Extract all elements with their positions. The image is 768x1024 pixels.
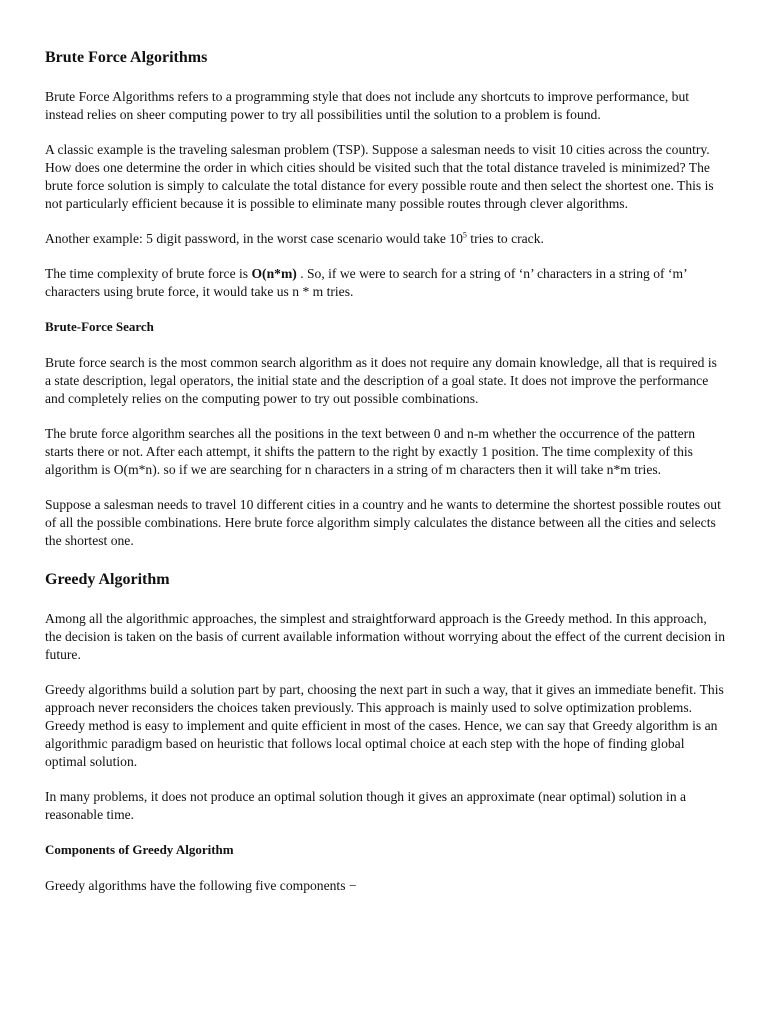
paragraph-search-positions: The brute force algorithm searches all the positions in the text between 0 and n-m whether the occurrence of the pattern starts there or not. After each attempt, it shifts the pattern to the right by exactly 1 position. The time complexity of this algorithm is O(m*n). so if we are searching for n characters in a string of m characters then it will take n*m tries. [45, 426, 695, 477]
paragraph-tsp-example: A classic example is the traveling salesman problem (TSP). Suppose a salesman needs to visit 10 cities across the country. How does one determine the order in which cities should be visited such that the total distance traveled is minimized? The brute force solution is simply to calculate the total distance for every possible route and then select the shortest one. This is not particularly efficient because it is possible to eliminate many possible routes through clever algorithms. [45, 142, 714, 211]
exponent: 5 [462, 230, 467, 240]
paragraph-greedy-build: Greedy algorithms build a solution part by part, choosing the next part in such a way, that it gives an immediate benefit. This approach never reconsiders the choices taken previously. This approach is mainly used to solve optimization problems. Greedy method is easy to implement and quite efficient in most of the cases. Hence, we can say that Greedy algorithm is an algorithmic paradigm based on heuristic that follows local optimal choice at each step with the hope of finding global optimal solution. [45, 682, 724, 769]
heading-brute-force-algorithms: Brute Force Algorithms [45, 49, 208, 66]
paragraph-search-description: Brute force search is the most common search algorithm as it does not require any domain knowledge, all that is required is a state description, legal operators, the initial state and the description of a goal state. It does not improve the performance and completely relies on the computing power to try out possible combinations. [45, 355, 717, 406]
document-page [45, 48, 725, 912]
paragraph-time-complexity [45, 265, 725, 301]
password-text-end: tries to crack. [466, 231, 544, 246]
complexity-text-end: . So, if we were to search for a string of ‘n’ characters in a string of ‘m’ characters using brute force, it would take us n * m tries. [45, 266, 687, 299]
paragraph-definition: Brute Force Algorithms refers to a programming style that does not include any shortcuts to improve performance, but instead relies on sheer computing power to try all possibilities until the solution to a problem is found. [45, 89, 690, 122]
heading-components: Components of Greedy Algorithm [45, 842, 234, 857]
paragraph-password-example [45, 230, 725, 248]
heading-brute-force-search: Brute-Force Search [45, 319, 154, 334]
complexity-formula: O(n*m) [251, 266, 297, 281]
heading-greedy-algorithm: Greedy Algorithm [45, 571, 170, 588]
paragraph-greedy-approx: In many problems, it does not produce an optimal solution though it gives an approximate (near optimal) solution in a reasonable time. [45, 789, 687, 822]
complexity-text: The time complexity of brute force is [45, 266, 252, 281]
paragraph-greedy-intro: Among all the algorithmic approaches, the simplest and straightforward approach is the Greedy method. In this approach, the decision is taken on the basis of current available information without worrying about the effect of the current decision in future. [45, 611, 725, 662]
paragraph-salesman: Suppose a salesman needs to travel 10 different cities in a country and he wants to determine the shortest possible routes out of all the possible combinations. Here brute force algorithm simply calculates the distance between all the cities and selects the shortest one. [45, 497, 721, 548]
paragraph-components-intro: Greedy algorithms have the following five components − [45, 878, 357, 893]
password-text: Another example: 5 digit password, in the worst case scenario would take 10 [45, 231, 463, 246]
